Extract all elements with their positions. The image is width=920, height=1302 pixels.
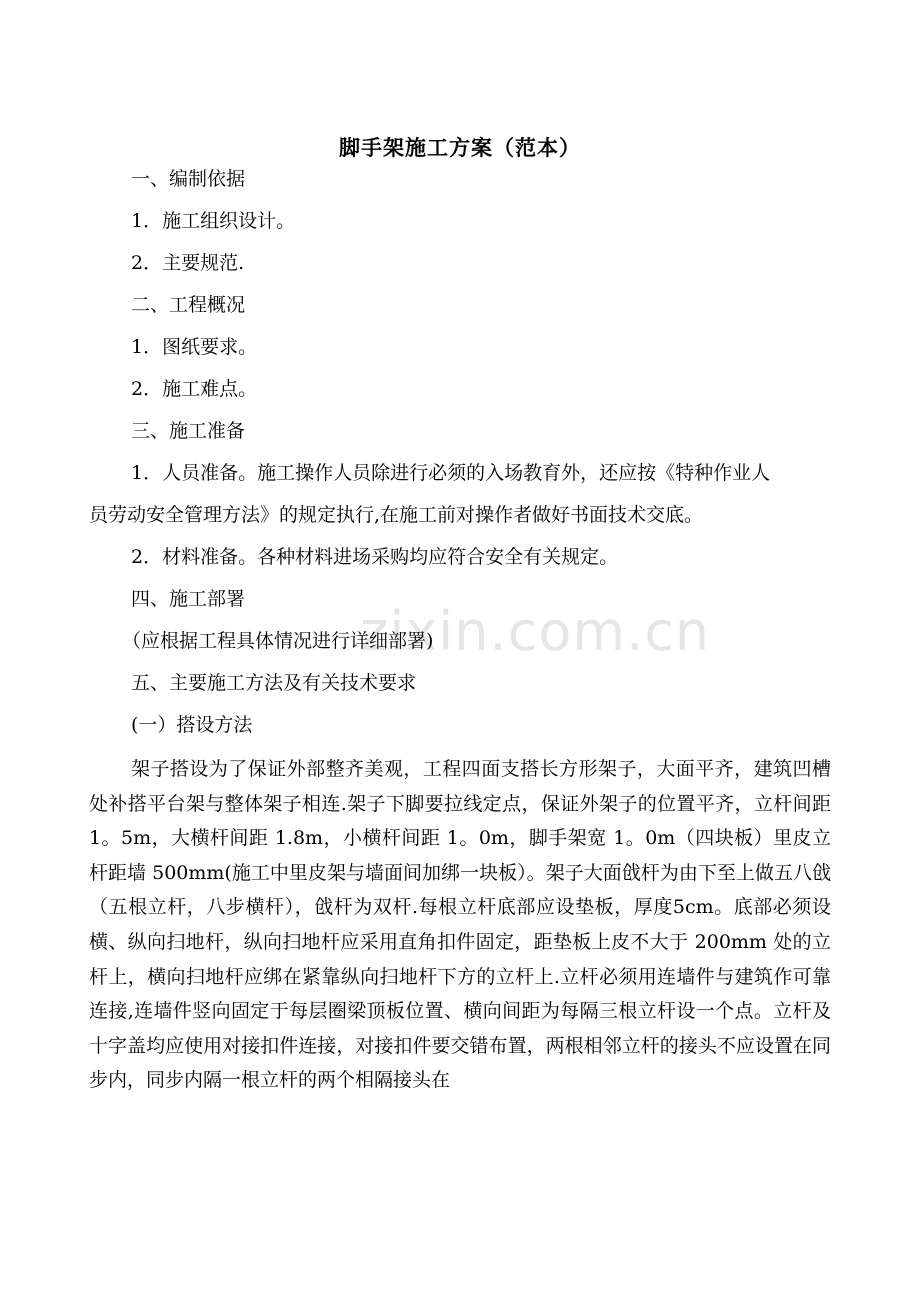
- subsection-heading: (一）搭设方法: [131, 714, 253, 736]
- section-heading-1: 一、编制依据: [131, 168, 246, 190]
- paragraph-line: 员劳动安全管理方法》的规定执行,在施工前对操作者做好书面技术交底。: [89, 504, 704, 526]
- section-heading-2: 二、工程概况: [131, 294, 246, 316]
- body-paragraph: 架子搭设为了保证外部整齐美观，工程四面支搭长方形架子，大面平齐，建筑凹槽处补搭平台架与整体架子相连.架子下脚要拉线定点，保证外架子的位置平齐，立杆间距 1。5m，大横杆间距 1.8m，小横杆间距 1。0m，脚手架宽 1。0m（四块板）里皮立杆距墙 500mm(施工中里皮架与墙面间加绑一块板）。架子大面戗杆为由下至上做五八戗（五根立杆，八步横杆），戗杆为双杆.每根立杆底部应设垫板，厚度5cm。底部必须设横、纵向扫地杆，纵向扫地杆应采用直角扣件固定，距垫板上皮不大于 200mm 处的立杆上，横向扫地杆应绑在紧靠纵向扫地杆下方的立杆上.立杆必须用连墙件与建筑作可靠连接,连墙件竖向固定于每层圈梁顶板位置、横向间距为每隔三根立杆设一个点。立杆及十字盖均应使用对接扣件连接，对接扣件要交错布置，两根相邻立杆的接头不应设置在同步内，同步内隔一根立杆的两个相隔接头在: [89, 758, 831, 1092]
- list-item: 1．施工组织设计。: [131, 210, 296, 232]
- section-heading-5: 五、主要施工方法及有关技术要求: [131, 672, 417, 694]
- list-item: 1．图纸要求。: [131, 336, 258, 358]
- section-heading-3: 三、施工准备: [131, 420, 246, 442]
- list-item: 2．施工难点。: [131, 378, 258, 400]
- note-line: （应根据工程具体情况进行详细部署): [122, 630, 434, 652]
- document-title: 脚手架施工方案（范本）: [339, 136, 581, 160]
- watermark: zixin.com.cn: [360, 600, 711, 663]
- section-heading-4: 四、施工部署: [131, 588, 246, 610]
- list-item: 2．主要规范.: [131, 252, 245, 274]
- list-item: 2．材料准备。各种材料进场采购均应符合安全有关规定。: [131, 546, 619, 568]
- paragraph-line: 1．人员准备。施工操作人员除进行必须的入场教育外，还应按《特种作业人: [131, 462, 771, 484]
